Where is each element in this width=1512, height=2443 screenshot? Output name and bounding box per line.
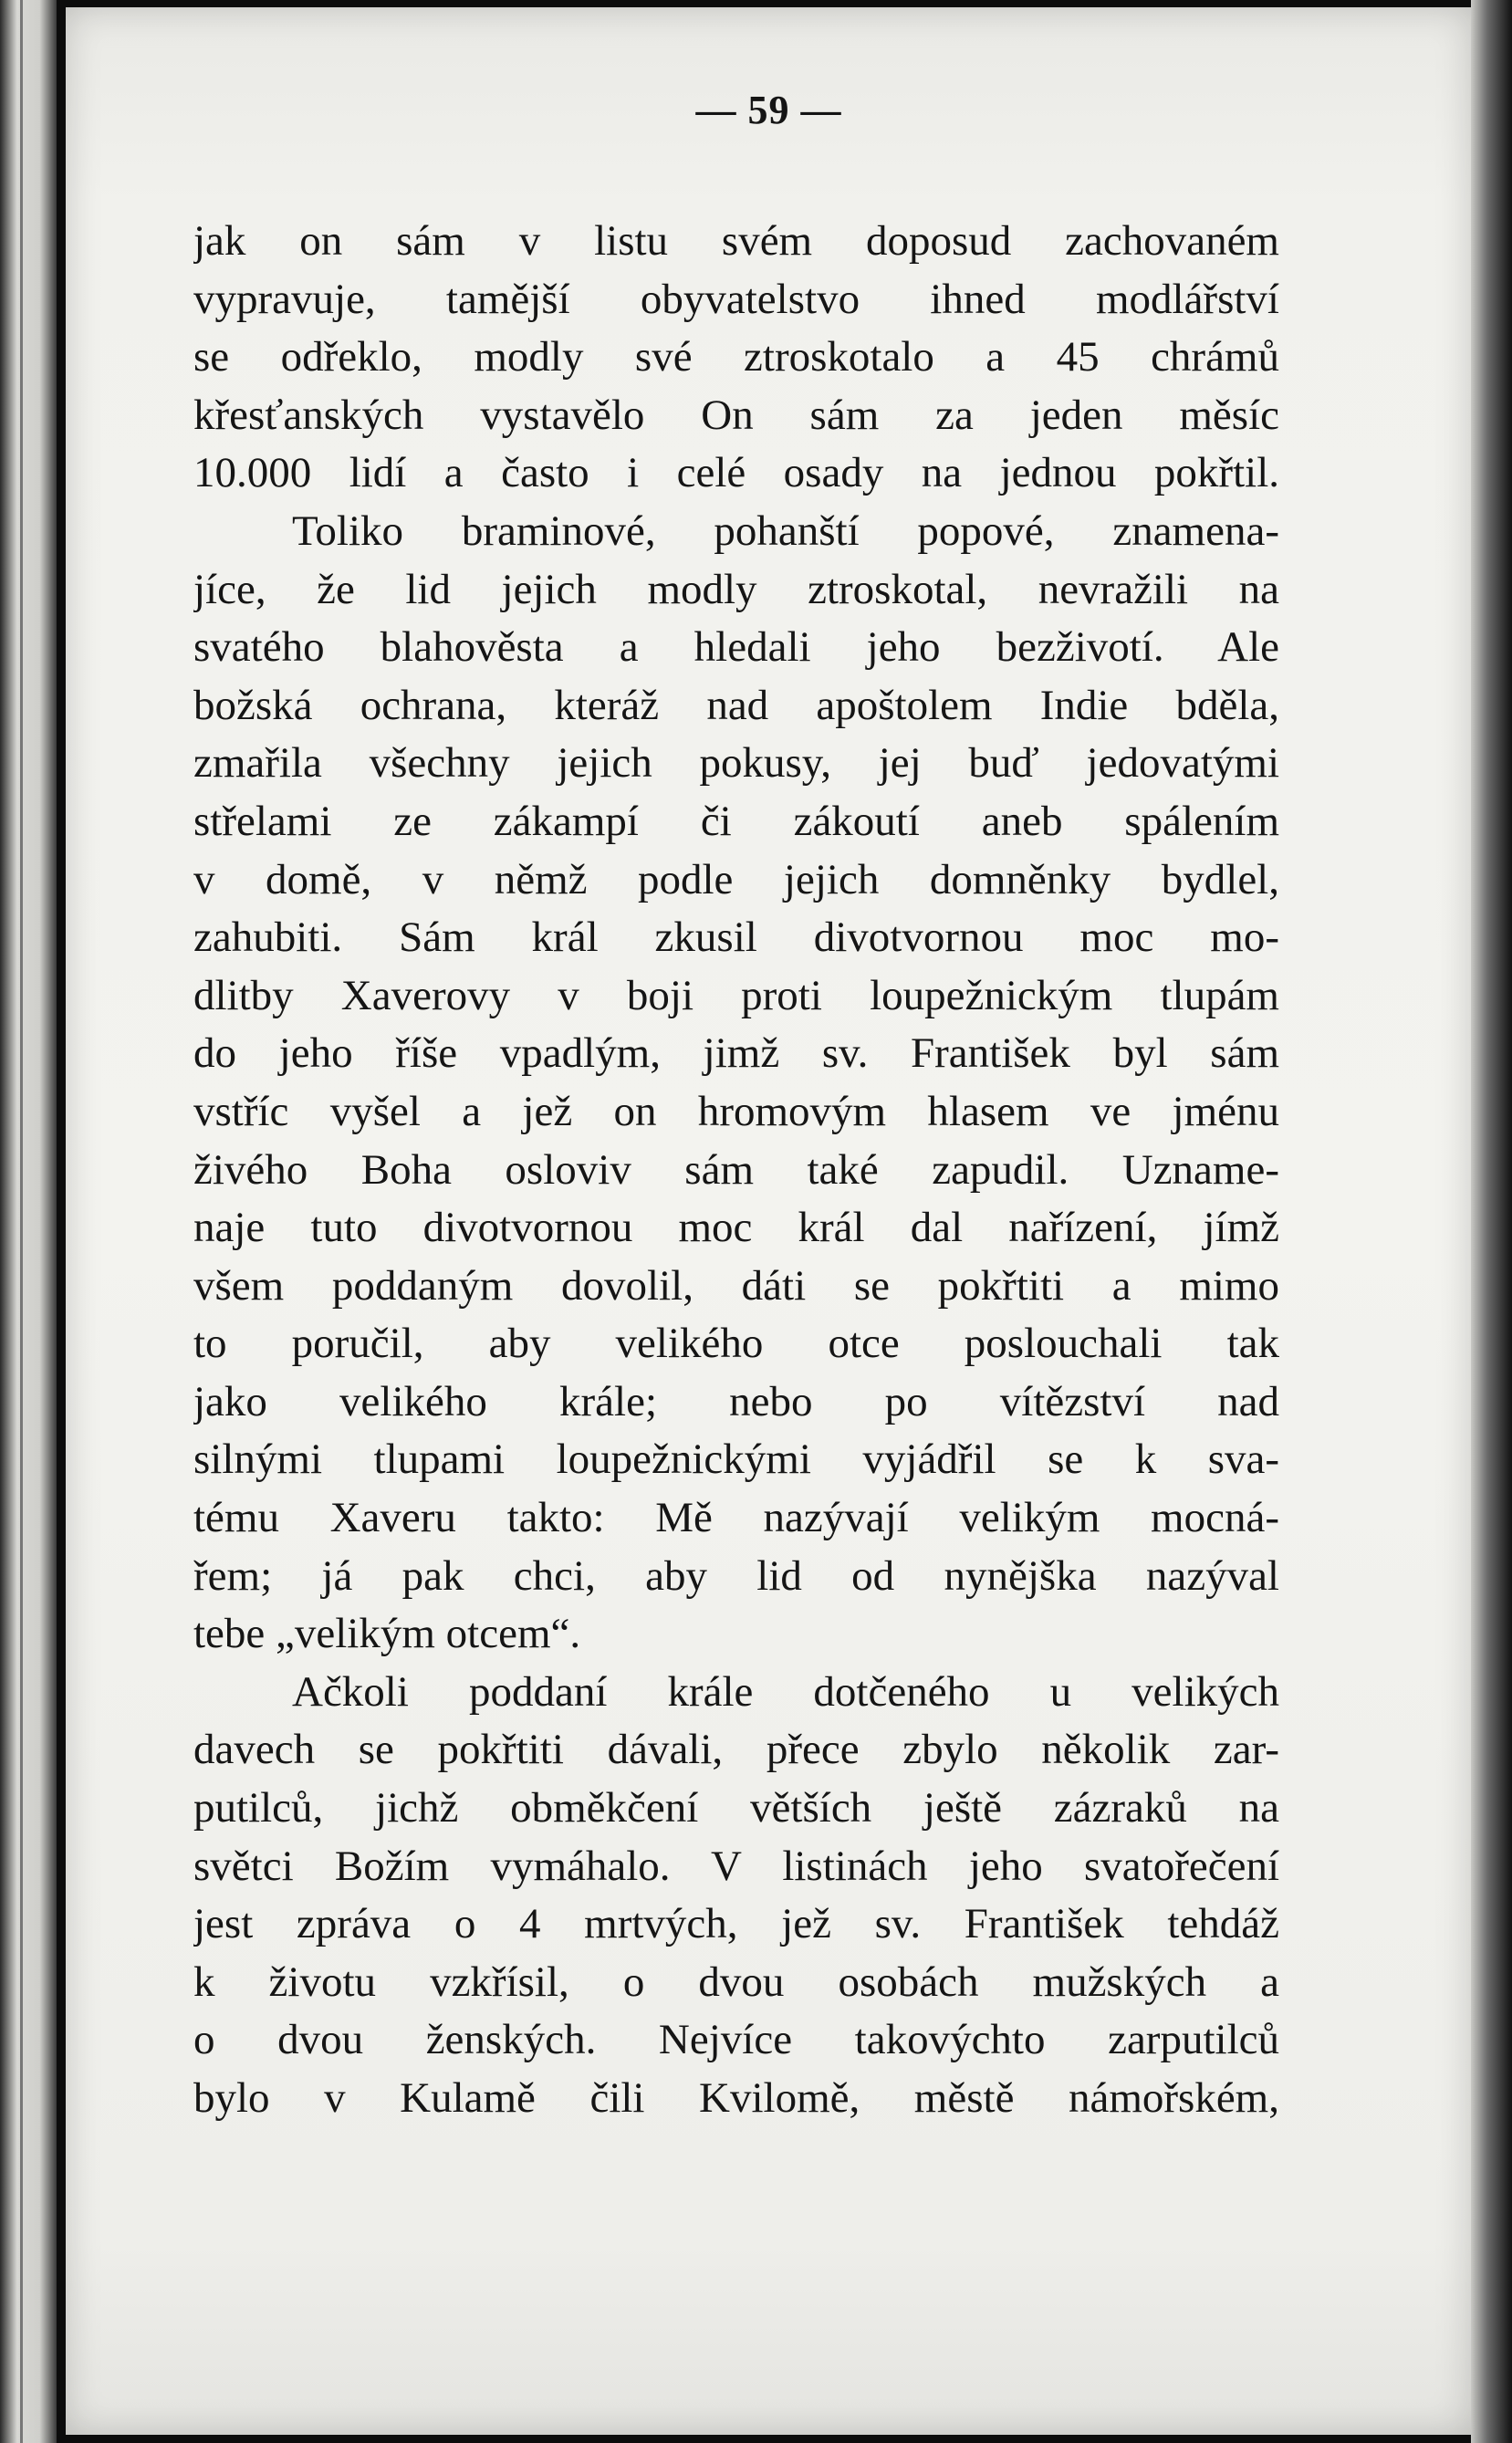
text-line: naje tuto divotvornou moc král dal nařízení, jímž [193, 1204, 1279, 1252]
text-line: dlitby Xaverovy v boji proti loupežnickým tlupám [193, 971, 1279, 1019]
text-line: bylo v Kulamě čili Kvilomě, městě námořském, [193, 2074, 1279, 2122]
page-number: — 59 — [695, 88, 842, 132]
text-line: v domě, v němž podle jejich domněnky bydlel, [193, 855, 1279, 903]
text-line: do jeho říše vpadlým, jimž sv. František byl sám [193, 1029, 1279, 1078]
text-line: jako velikého krále; nebo po vítězství nad [193, 1377, 1279, 1425]
text-line: silnými tlupami loupežnickými vyjádřil se k sva- [193, 1436, 1279, 1484]
previous-page-rule [20, 0, 23, 2443]
text-line: o dvou ženských. Nejvíce takovýchto zarputilců [193, 2016, 1279, 2064]
text-line: živého Boha osloviv sám také zapudil. Uzname- [193, 1145, 1279, 1194]
text-line: vstříc vyšel a jež on hromovým hlasem ve jménu [193, 1087, 1279, 1135]
text-line: tebe „velikým otcem“. [193, 1610, 581, 1658]
text-line: jíce, že lid jejich modly ztroskotal, nevražili na [193, 565, 1279, 613]
text-line: tému Xaveru takto: Mě nazývají velikým mocná- [193, 1494, 1279, 1542]
text-line: k životu vzkřísil, o dvou osobách mužských a [193, 1958, 1279, 2006]
page-right-edge [1471, 0, 1512, 2443]
body-text [193, 213, 1279, 2128]
text-line: se odřeklo, modly své ztroskotalo a 45 chrámů [193, 333, 1279, 381]
text-line: Ačkoli poddaní krále dotčeného u velikých [292, 1667, 1279, 1716]
text-line: davech se pokřtiti dávali, přece zbylo několik zar- [193, 1726, 1279, 1774]
text-line: střelami ze zákampí či zákoutí aneb spálením [193, 797, 1279, 845]
text-line: to poručil, aby velikého otce poslouchali tak [193, 1320, 1279, 1368]
text-line: řem; já pak chci, aby lid od nynějška nazýval [193, 1551, 1279, 1600]
previous-page-edge [0, 0, 57, 2443]
text-line: vypravuje, tamější obyvatelstvo ihned modlářství [193, 275, 1279, 323]
text-line: všem poddaným dovolil, dáti se pokřtiti a mimo [193, 1261, 1279, 1310]
text-line: světci Božím vymáhalo. V listinách jeho svatořečení [193, 1842, 1279, 1890]
text-line: křesťanských vystavělo On sám za jeden měsíc [193, 391, 1279, 439]
text-line: jest zpráva o 4 mrtvých, jež sv. František tehdáž [193, 1900, 1279, 1948]
text-line: zahubiti. Sám král zkusil divotvornou moc mo- [193, 914, 1279, 962]
text-line: 10.000 lidí a často i celé osady na jednou pokřtil. [193, 449, 1279, 497]
text-line: jak on sám v listu svém doposud zachovaném [193, 217, 1279, 265]
text-line: Toliko braminové, pohanští popové, znamena- [292, 506, 1279, 555]
text-line: putilců, jichž obměkčení větších ještě zázraků na [193, 1784, 1279, 1832]
text-line: svatého blahověsta a hledali jeho bezživotí. Ale [193, 623, 1279, 672]
text-line: božská ochrana, kteráž nad apoštolem Indie bděla, [193, 681, 1279, 729]
text-line: zmařila všechny jejich pokusy, jej buď jedovatými [193, 739, 1279, 788]
